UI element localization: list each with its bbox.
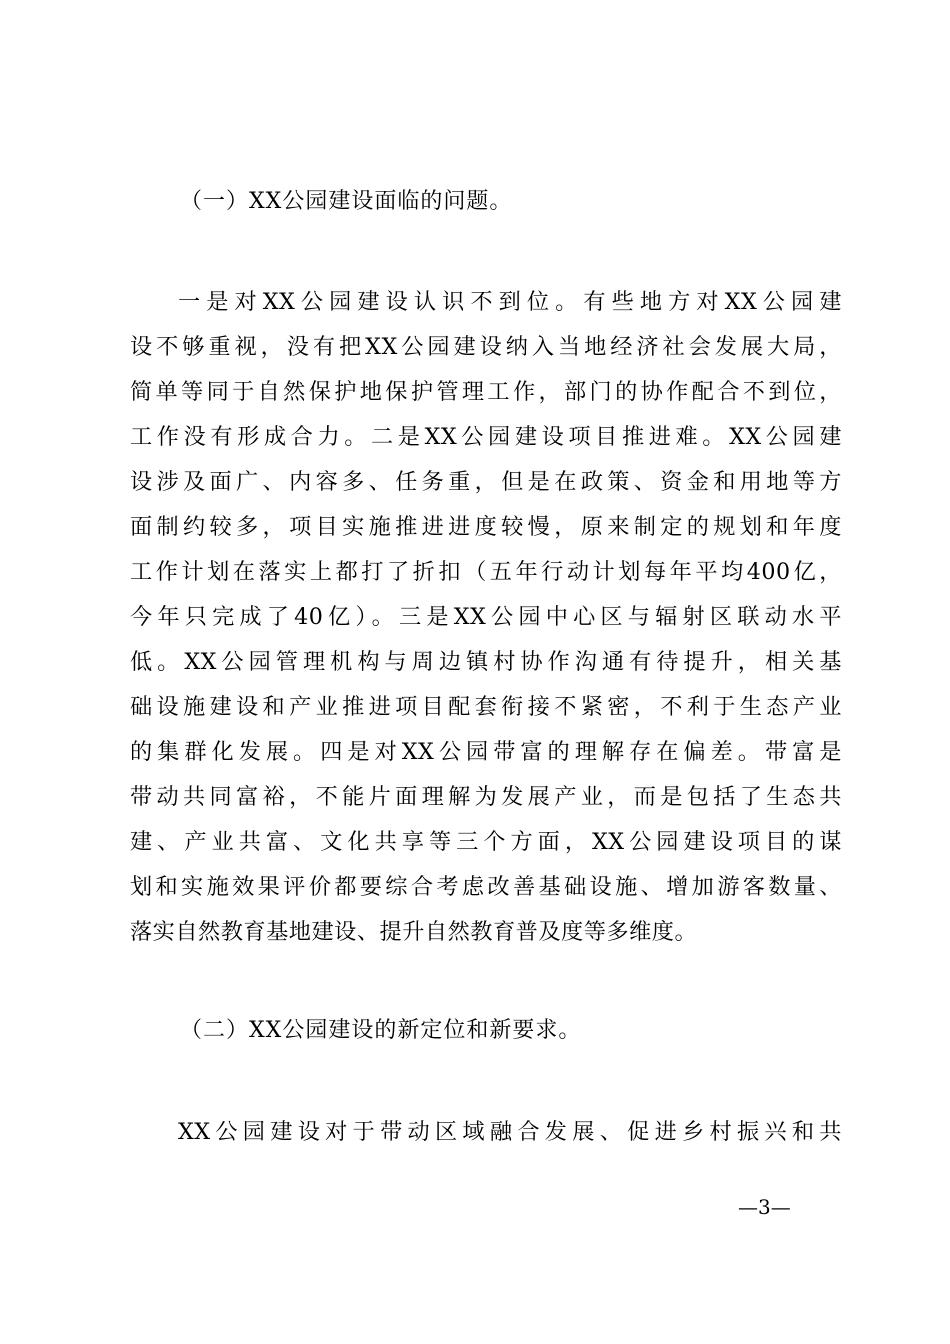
paragraph-line: 面制约较多，项目实施推进进度较慢，原来制定的规划和年度 [130, 514, 842, 540]
paragraph-line: 简单等同于自然保护地保护管理工作，部门的协作配合不到位， [130, 379, 842, 405]
paragraph-line: 划和实施效果评价都要综合考虑改善基础设施、增加游客数量、 [130, 874, 842, 900]
paragraph-line: 一是对XX公园建设认识不到位。有些地方对XX公园建 [178, 289, 842, 315]
paragraph-line: 工作计划在落实上都打了折扣（五年行动计划每年平均400亿， [130, 559, 842, 585]
paragraph-line: 低。XX公园管理机构与周边镇村协作沟通有待提升，相关基 [130, 649, 842, 675]
paragraph-line: 落实自然教育基地建设、提升自然教育普及度等多维度。 [130, 919, 698, 945]
paragraph-line: 建、产业共富、文化共享等三个方面，XX公园建设项目的谋 [130, 829, 842, 855]
paragraph-line: 带动共同富裕，不能片面理解为发展产业，而是包括了生态共 [130, 784, 842, 810]
page-number: —3— [738, 1195, 791, 1219]
body-paragraph-1 [130, 280, 842, 955]
section-heading-2: （二）XX公园建设的新定位和新要求。 [180, 1018, 582, 1043]
paragraph-line: 础设施建设和产业推进项目配套衔接不紧密，不利于生态产业 [130, 694, 842, 720]
body-paragraph-2 [130, 1110, 842, 1155]
paragraph-line: 今年只完成了40亿）。三是XX公园中心区与辐射区联动水平 [130, 604, 842, 630]
paragraph-line: XX公园建设对于带动区域融合发展、促进乡村振兴和共 [178, 1119, 842, 1145]
paragraph-line: 设不够重视，没有把XX公园建设纳入当地经济社会发展大局， [130, 334, 842, 360]
paragraph-line: 设涉及面广、内容多、任务重，但是在政策、资金和用地等方 [130, 469, 842, 495]
section-heading-1: （一）XX公园建设面临的问题。 [180, 189, 513, 214]
paragraph-line: 工作没有形成合力。二是XX公园建设项目推进难。XX公园建 [130, 424, 842, 450]
paragraph-line: 的集群化发展。四是对XX公园带富的理解存在偏差。带富是 [130, 739, 842, 765]
